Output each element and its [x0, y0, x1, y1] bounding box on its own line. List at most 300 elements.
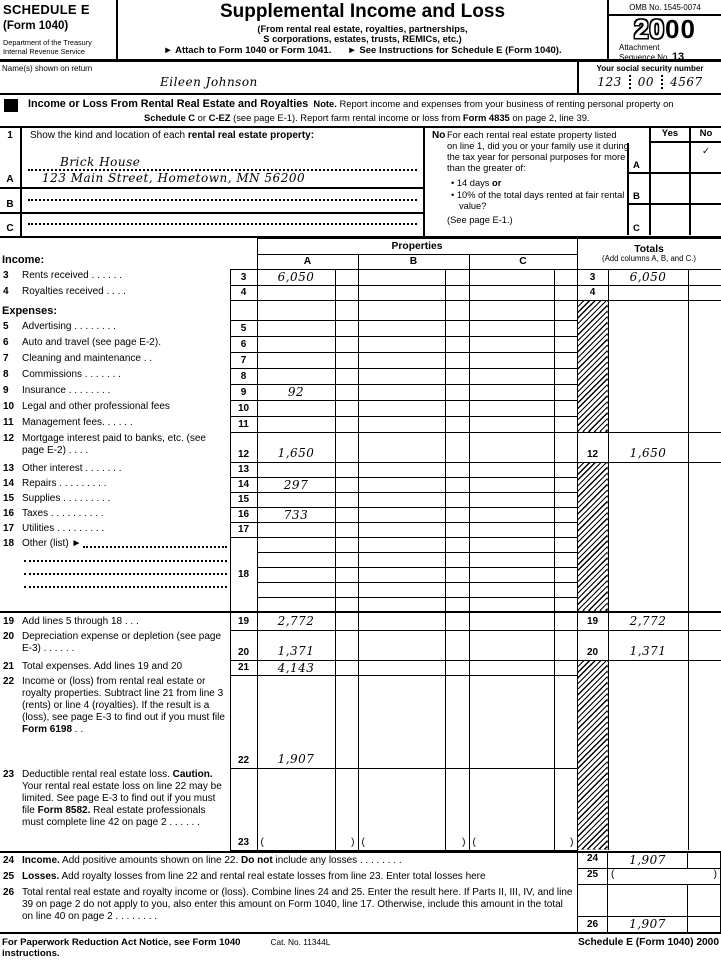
line18-amount-b[interactable] — [358, 537, 445, 552]
line23-cents-c[interactable] — [554, 768, 577, 850]
line9-label: Insurance . . . . . . . . — [22, 385, 111, 397]
line20-amount-c[interactable] — [469, 630, 554, 660]
line11-cents-b[interactable] — [445, 416, 469, 432]
line14-cents-a[interactable] — [335, 477, 358, 492]
line12-total-no: 12 — [577, 432, 608, 462]
line19-cents-c[interactable] — [554, 612, 577, 630]
sequence-label: Sequence No. — [619, 52, 670, 62]
ssn-part2[interactable]: 00 — [637, 75, 655, 89]
line13-no: 13 — [3, 463, 15, 475]
line9-no: 9 — [3, 385, 9, 397]
line4-row — [0, 285, 721, 300]
line6-amount-c[interactable] — [469, 336, 554, 352]
line23-grid-no: 23 — [230, 768, 257, 850]
line7-label: Cleaning and maintenance . . — [22, 353, 153, 365]
line15-label: Supplies . . . . . . . . . — [22, 493, 111, 505]
line14-cents-c[interactable] — [554, 477, 577, 492]
line4-cents-b[interactable] — [445, 285, 469, 300]
line23-amount-c[interactable] — [469, 768, 554, 850]
expenses-section-heading: Expenses: — [2, 304, 58, 317]
line3-total-cents[interactable] — [688, 269, 721, 285]
line22-amount-b[interactable] — [358, 675, 445, 768]
line6-cents-a[interactable] — [335, 336, 358, 352]
line19-label: Add lines 5 through 18 . . . — [22, 616, 139, 628]
line23-amount-a[interactable] — [257, 768, 335, 850]
line5-cents-a[interactable] — [335, 320, 358, 336]
line12-cents-c[interactable] — [554, 432, 577, 462]
taxpayer-name-field[interactable]: Eileen Johnson — [160, 75, 258, 89]
line11-amount-b[interactable] — [358, 416, 445, 432]
line18-cents-a[interactable] — [335, 537, 358, 552]
line16-amount-c[interactable] — [469, 507, 554, 522]
paperwork-notice: For Paperwork Reduction Act Notice, see Form 1040 instructions. — [2, 936, 241, 959]
line17-cents-a[interactable] — [335, 522, 358, 537]
line20-label: Depreciation expense or depletion (see page E-3) . . . . . . — [22, 631, 222, 655]
line3-amount-a[interactable]: 6,050 — [257, 269, 335, 285]
ssn-label: Your social security number — [596, 64, 704, 73]
part1-badge — [4, 99, 18, 112]
line12-row — [0, 432, 721, 462]
line10-grid-no: 10 — [230, 400, 257, 416]
line17-cents-b[interactable] — [445, 522, 469, 537]
line18-writing-line[interactable] — [24, 549, 227, 562]
line7-cents-a[interactable] — [335, 352, 358, 368]
dept-irs: Internal Revenue Service — [3, 46, 85, 56]
form-header — [0, 0, 721, 62]
line21-amount-a[interactable]: 4,143 — [257, 660, 335, 675]
property-b-writing-line[interactable] — [28, 199, 417, 201]
line17-grid-no: 17 — [230, 522, 257, 537]
line13-amount-a[interactable] — [257, 462, 335, 477]
line24-total-cents[interactable] — [688, 853, 721, 869]
line14-amount-b[interactable] — [358, 477, 445, 492]
line17-amount-a[interactable] — [257, 522, 335, 537]
line25-no: 25 — [3, 870, 15, 882]
line12-grid-no: 12 — [230, 432, 257, 462]
property-b-yes-cell[interactable] — [649, 174, 689, 205]
line13-row — [0, 462, 721, 477]
line18-grid-no: 18 — [230, 537, 257, 612]
line3-cents-a[interactable] — [335, 269, 358, 285]
line21-label: Total expenses. Add lines 19 and 20 — [22, 661, 183, 673]
line6-label: Auto and travel (see page E-2). — [22, 337, 161, 349]
line12-label: Mortgage interest paid to banks, etc. (see page E-2) . . . . — [22, 433, 206, 457]
line6-cents-b[interactable] — [445, 336, 469, 352]
line3-no: 3 — [3, 270, 9, 282]
line19-amount-b[interactable] — [358, 612, 445, 630]
page-footer — [0, 932, 721, 959]
line15-cents-a[interactable] — [335, 492, 358, 507]
paren-open: ( — [472, 836, 476, 848]
line2-bullet1: 14 days or — [456, 177, 502, 188]
line15-cents-c[interactable] — [554, 492, 577, 507]
line7-grid-no: 7 — [230, 352, 257, 368]
line10-cents-a[interactable] — [335, 400, 358, 416]
line24-total[interactable]: 1,907 — [608, 853, 688, 869]
line19-amount-c[interactable] — [469, 612, 554, 630]
row-a-letter: A — [627, 143, 649, 174]
line26-no: 26 — [3, 886, 15, 898]
line4-amount-c[interactable] — [469, 285, 554, 300]
line11-cents-c[interactable] — [554, 416, 577, 432]
line8-amount-a[interactable] — [257, 368, 335, 384]
line6-cents-c[interactable] — [554, 336, 577, 352]
line13-cents-b[interactable] — [445, 462, 469, 477]
property-b-letter: B — [0, 189, 22, 212]
paren-open: ( — [260, 836, 264, 848]
line16-cents-a[interactable] — [335, 507, 358, 522]
line13-cents-c[interactable] — [554, 462, 577, 477]
line21-amount-c[interactable] — [469, 660, 554, 675]
see-instructions: ► See Instructions for Schedule E (Form 1040). — [347, 45, 562, 56]
line3-grid-no: 3 — [230, 269, 257, 285]
line3-row — [0, 269, 721, 285]
property-a-address-field[interactable]: 123 Main Street, Hometown, MN 56200 — [42, 171, 306, 186]
line19-cents-b[interactable] — [445, 612, 469, 630]
totals-hatch-block-2 — [577, 462, 608, 612]
line16-label: Taxes . . . . . . . . . . — [22, 508, 104, 520]
line26-label: Total rental real estate and royalty income or (loss). Combine lines 24 and 25. Enter the result here. If Parts II, III, IV, and line 39 on page 2 do not apply to you, also enter this amount on Form 1040, line 17. Otherwise, include this amount in the total on line 40 on page 2 . . . . . . . . — [22, 886, 573, 922]
line12-cents-b[interactable] — [445, 432, 469, 462]
no-column-header: No — [689, 128, 721, 143]
line16-amount-a[interactable]: 733 — [257, 507, 335, 522]
line7-no: 7 — [3, 353, 9, 365]
line5-cents-c[interactable] — [554, 320, 577, 336]
line14-amount-c[interactable] — [469, 477, 554, 492]
property-c-writing-line[interactable] — [28, 223, 417, 225]
line17-label: Utilities . . . . . . . . . — [22, 523, 105, 535]
line22-cents-a[interactable] — [335, 675, 358, 768]
line23-cents-a[interactable] — [335, 768, 358, 850]
page-title: Supplemental Income and Loss — [219, 1, 506, 22]
line11-label: Management fees. . . . . . — [22, 417, 133, 429]
schedule-name: SCHEDULE E — [3, 2, 90, 17]
property-a-letter: A — [0, 144, 22, 187]
line22-grid-no: 22 — [230, 675, 257, 768]
line15-grid-no: 15 — [230, 492, 257, 507]
line20-total[interactable]: 1,371 — [608, 630, 688, 660]
line18-label: Other (list) ► — [22, 538, 82, 550]
line26-row — [0, 885, 721, 932]
line7-cents-b[interactable] — [445, 352, 469, 368]
line19-grid-no: 19 — [230, 612, 257, 630]
line3-cents-c[interactable] — [554, 269, 577, 285]
line3-label: Rents received . . . . . . — [22, 270, 123, 282]
line20-cents-b[interactable] — [445, 630, 469, 660]
line21-cents-b[interactable] — [445, 660, 469, 675]
line13-cents-a[interactable] — [335, 462, 358, 477]
ssn-part1[interactable]: 123 — [597, 75, 622, 89]
line23-cents-b[interactable] — [445, 768, 469, 850]
line15-amount-c[interactable] — [469, 492, 554, 507]
line13-amount-c[interactable] — [469, 462, 554, 477]
line6-amount-b[interactable] — [358, 336, 445, 352]
line9-amount-c[interactable] — [469, 384, 554, 400]
line7-amount-a[interactable] — [257, 352, 335, 368]
totals-subheader: (Add columns A, B, and C.) — [601, 253, 697, 263]
paren-close: ) — [462, 836, 466, 848]
line3-amount-c[interactable] — [469, 269, 554, 285]
line4-amount-b[interactable] — [358, 285, 445, 300]
line18-no: 18 — [3, 538, 15, 550]
grid-header-row-1 — [0, 238, 721, 254]
line20-amount-b[interactable] — [358, 630, 445, 660]
line20-row — [0, 630, 721, 660]
bullet-icon: • — [451, 189, 455, 200]
line12-total[interactable]: 1,650 — [608, 432, 688, 462]
line9-cents-c[interactable] — [554, 384, 577, 400]
line21-cents-c[interactable] — [554, 660, 577, 675]
line15-no: 15 — [3, 493, 15, 505]
property-b-no-cell[interactable] — [689, 174, 721, 205]
line3-total-no: 3 — [577, 269, 608, 285]
bullet-icon: • — [451, 177, 455, 188]
line22-cents-c[interactable] — [554, 675, 577, 768]
line8-cents-b[interactable] — [445, 368, 469, 384]
line22-amount-c[interactable] — [469, 675, 554, 768]
line2-number: No — [432, 129, 446, 141]
line14-no: 14 — [3, 478, 15, 490]
line11-amount-c[interactable] — [469, 416, 554, 432]
line3-cents-b[interactable] — [445, 269, 469, 285]
line1-label: Show the kind and location of each rental real estate property: — [30, 129, 315, 141]
omb-number: OMB No. 1545-0074 — [609, 0, 721, 16]
column-a-header: A — [257, 254, 358, 269]
line5-amount-c[interactable] — [469, 320, 554, 336]
line21-grid-no: 21 — [230, 660, 257, 675]
line12-cents-a[interactable] — [335, 432, 358, 462]
line15-cents-b[interactable] — [445, 492, 469, 507]
line26-total[interactable]: 1,907 — [608, 916, 687, 932]
line4-grid-no: 4 — [230, 285, 257, 300]
line8-amount-b[interactable] — [358, 368, 445, 384]
attachment-label: Attachment — [619, 43, 660, 52]
line17-no: 17 — [3, 523, 15, 535]
line18-cents-b[interactable] — [445, 537, 469, 552]
line12-no: 12 — [3, 433, 15, 445]
line12-amount-c[interactable] — [469, 432, 554, 462]
income-expense-grid — [0, 238, 721, 853]
line11-amount-a[interactable] — [257, 416, 335, 432]
line22-cents-b[interactable] — [445, 675, 469, 768]
part1-header — [0, 95, 721, 128]
line21-cents-a[interactable] — [335, 660, 358, 675]
sequence-number: 13 — [671, 50, 685, 63]
line14-cents-b[interactable] — [445, 477, 469, 492]
line3-total[interactable]: 6,050 — [608, 269, 688, 285]
line10-amount-b[interactable] — [358, 400, 445, 416]
line10-amount-a[interactable] — [257, 400, 335, 416]
part1-title: Income or Loss From Rental Real Estate and Royalties — [28, 98, 309, 110]
line24-row — [0, 853, 721, 869]
yes-no-row-b — [627, 174, 721, 205]
property-c-letter: C — [0, 214, 22, 236]
line23-no: 23 — [3, 769, 15, 781]
line20-total-no: 20 — [577, 630, 608, 660]
line10-cents-c[interactable] — [554, 400, 577, 416]
line8-grid-no: 8 — [230, 368, 257, 384]
line11-no: 11 — [3, 417, 14, 429]
expenses-heading-row — [0, 300, 721, 320]
line16-cents-b[interactable] — [445, 507, 469, 522]
line20-cents-a[interactable] — [335, 630, 358, 660]
line2-see-page: (See page E-1.) — [447, 214, 513, 225]
line18-writing-line[interactable] — [83, 538, 226, 548]
line17-amount-c[interactable] — [469, 522, 554, 537]
totals-hatch-block-3 — [577, 660, 608, 850]
properties-header: Properties — [257, 238, 577, 254]
line19-row — [0, 612, 721, 630]
row-c-letter: C — [627, 205, 649, 235]
line25-row — [0, 869, 721, 885]
line18-writing-line[interactable] — [24, 562, 227, 575]
line2-question: For each rental real estate property listed on line 1, did you or your family use it during the tax year for personal purposes for more than the greater of: — [447, 129, 629, 174]
tax-year — [609, 16, 721, 43]
line14-amount-a[interactable]: 297 — [257, 477, 335, 492]
check-icon: ✓ — [702, 145, 710, 157]
line4-no: 4 — [3, 286, 9, 298]
ssn-part3[interactable]: 4567 — [670, 75, 703, 89]
line4-cents-a[interactable] — [335, 285, 358, 300]
line9-amount-a[interactable]: 92 — [257, 384, 335, 400]
line4-label: Royalties received . . . . — [22, 286, 126, 298]
line20-grid-no: 20 — [230, 630, 257, 660]
line4-total-cents[interactable] — [688, 285, 721, 300]
line13-amount-b[interactable] — [358, 462, 445, 477]
property-c-row — [0, 212, 423, 236]
line15-amount-a[interactable] — [257, 492, 335, 507]
yes-no-row-a — [627, 143, 721, 174]
line5-cents-b[interactable] — [445, 320, 469, 336]
line2-box — [425, 128, 721, 236]
property-c-yes-cell[interactable] — [649, 205, 689, 235]
part1-note: Note. Report income and expenses from your business of renting personal property on Schedule C or C-EZ (see page E-1). Report farm rental income or loss from Form 4835 on page 2, line 39. — [144, 98, 674, 123]
line14-label: Repairs . . . . . . . . . — [22, 478, 107, 490]
line12-amount-a[interactable]: 1,650 — [257, 432, 335, 462]
line25-total[interactable] — [608, 869, 721, 885]
line20-amount-a[interactable]: 1,371 — [257, 630, 335, 660]
property-b-row — [0, 187, 423, 212]
line16-grid-no: 16 — [230, 507, 257, 522]
line12-amount-b[interactable] — [358, 432, 445, 462]
property-a-yes-cell[interactable] — [649, 143, 689, 174]
totals-hatch-block-1 — [577, 300, 608, 432]
paren-close: ) — [351, 836, 355, 848]
totals-header: Totals — [634, 243, 664, 255]
line16-amount-b[interactable] — [358, 507, 445, 522]
line1-box — [0, 128, 425, 236]
line18-cents-c[interactable] — [554, 537, 577, 552]
line15-amount-b[interactable] — [358, 492, 445, 507]
line14-grid-no: 14 — [230, 477, 257, 492]
property-a-no-cell[interactable] — [689, 143, 721, 174]
line3-amount-b[interactable] — [358, 269, 445, 285]
line19-total[interactable]: 2,772 — [608, 612, 688, 630]
line4-amount-a[interactable] — [257, 285, 335, 300]
line10-no: 10 — [3, 401, 15, 413]
line7-amount-b[interactable] — [358, 352, 445, 368]
line8-cents-c[interactable] — [554, 368, 577, 384]
form-footer-id: Schedule E (Form 1040) 2000 — [578, 936, 719, 948]
line25-label: Losses. Add royalty losses from line 22 and rental real estate losses from line 23. Enter total losses here — [22, 870, 486, 882]
line6-amount-a[interactable] — [257, 336, 335, 352]
property-a-description-field[interactable]: Brick House — [60, 155, 141, 170]
line13-label: Other interest . . . . . . . — [22, 463, 122, 475]
line7-cents-c[interactable] — [554, 352, 577, 368]
line16-cents-c[interactable] — [554, 507, 577, 522]
line22-amount-a[interactable]: 1,907 — [257, 675, 335, 768]
line5-amount-b[interactable] — [358, 320, 445, 336]
line19-no: 19 — [3, 616, 15, 628]
line10-label: Legal and other professional fees — [22, 401, 170, 413]
line8-amount-c[interactable] — [469, 368, 554, 384]
line20-cents-c[interactable] — [554, 630, 577, 660]
line25-total-no: 25 — [577, 869, 608, 885]
line19-total-cents[interactable] — [688, 612, 721, 630]
line11-grid-no: 11 — [230, 416, 257, 432]
omb-block — [609, 0, 721, 63]
line4-cents-c[interactable] — [554, 285, 577, 300]
line5-amount-a[interactable] — [257, 320, 335, 336]
line12-total-cents[interactable] — [688, 432, 721, 462]
subtitle-line2: S corporations, estates, trusts, REMICs, etc.) — [263, 34, 462, 44]
paren-open: ( — [611, 868, 615, 880]
dept-treasury: Department of the Treasury — [3, 38, 92, 47]
line17-cents-c[interactable] — [554, 522, 577, 537]
line21-amount-b[interactable] — [358, 660, 445, 675]
ssn-field[interactable] — [579, 74, 721, 90]
line8-cents-a[interactable] — [335, 368, 358, 384]
line21-no: 21 — [3, 661, 15, 673]
subtitle-line1: (From rental real estate, royalties, partnerships, — [257, 23, 468, 34]
line26-total-cents[interactable] — [688, 916, 720, 932]
line17-amount-b[interactable] — [358, 522, 445, 537]
form-id-block — [0, 0, 118, 59]
line9-amount-b[interactable] — [358, 384, 445, 400]
line13-grid-no: 13 — [230, 462, 257, 477]
property-c-no-cell[interactable] — [689, 205, 721, 235]
yes-no-row-c — [627, 205, 721, 235]
income-section-heading: Income: — [2, 254, 45, 267]
line24-label: Income. Add positive amounts shown on line 22. Do not include any losses . . . . . . . . — [22, 854, 402, 866]
name-row — [0, 62, 721, 95]
line24-no: 24 — [3, 854, 15, 866]
line1-number: 1 — [0, 128, 22, 145]
paren-close: ) — [570, 836, 574, 848]
line22-no: 22 — [3, 676, 15, 688]
line10-amount-c[interactable] — [469, 400, 554, 416]
line18-amount-c[interactable] — [469, 537, 554, 552]
line9-cents-a[interactable] — [335, 384, 358, 400]
line5-grid-no: 5 — [230, 320, 257, 336]
line23-amount-b[interactable] — [358, 768, 445, 850]
attach-instruction: ► Attach to Form 1040 or Form 1041. — [163, 45, 332, 56]
line9-grid-no: 9 — [230, 384, 257, 400]
line20-total-cents[interactable] — [688, 630, 721, 660]
column-c-header: C — [469, 254, 577, 269]
line18-writing-line[interactable] — [24, 575, 227, 588]
line4-total[interactable] — [608, 285, 688, 300]
line7-amount-c[interactable] — [469, 352, 554, 368]
line9-cents-b[interactable] — [445, 384, 469, 400]
line19-cents-a[interactable] — [335, 612, 358, 630]
line10-cents-b[interactable] — [445, 400, 469, 416]
property-info-section — [0, 128, 721, 238]
line18-amount-a[interactable] — [257, 537, 335, 552]
line19-amount-a[interactable]: 2,772 — [257, 612, 335, 630]
line11-cents-a[interactable] — [335, 416, 358, 432]
paren-open: ( — [361, 836, 365, 848]
